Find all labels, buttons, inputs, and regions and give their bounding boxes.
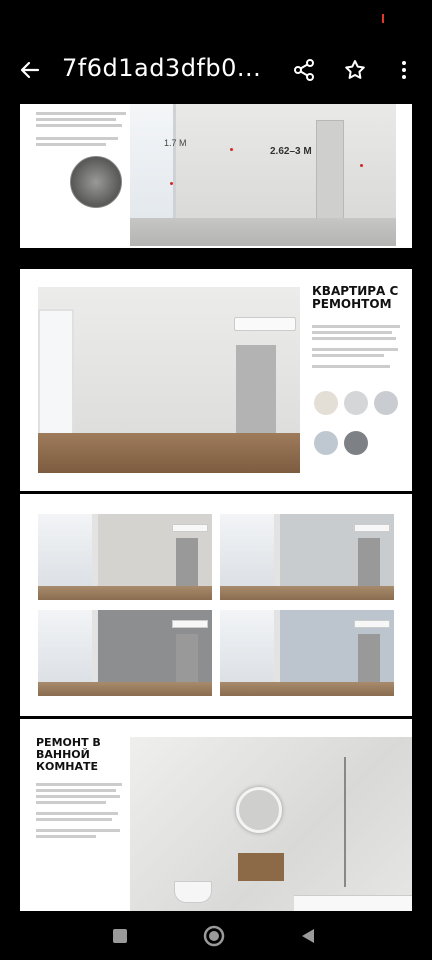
bathroom-photo: [130, 737, 412, 911]
hotspot-marker: [360, 164, 363, 167]
toilet-image: [174, 881, 212, 903]
home-button[interactable]: [202, 924, 226, 948]
air-conditioner-image: [234, 317, 296, 331]
variant-photo: [220, 610, 394, 696]
room-photo: [38, 287, 300, 473]
slide-body-text-image: [312, 325, 404, 368]
triangle-left-icon: [298, 926, 318, 946]
hotspot-marker: [230, 148, 233, 151]
detail-closeup-image: [70, 156, 122, 208]
recents-button[interactable]: [108, 924, 132, 948]
more-vertical-icon: [392, 58, 416, 82]
room-photo: [130, 104, 396, 246]
door-image: [236, 345, 276, 437]
hotspot-marker: [170, 182, 173, 185]
share-icon: [292, 58, 316, 82]
star-outline-icon: [343, 58, 367, 82]
document-viewer[interactable]: [0, 104, 432, 912]
door-image: [316, 120, 344, 220]
circle-icon: [202, 924, 226, 948]
favorite-button[interactable]: [335, 50, 375, 90]
ceiling-height-label: 2.62–3 M: [270, 146, 312, 157]
slide-apartment-renovation: [20, 269, 412, 491]
shower-rail-image: [344, 757, 346, 887]
status-bar: [0, 0, 432, 36]
bathtub-image: [294, 895, 412, 911]
slide-body-text-image: [36, 783, 126, 838]
slide-bathroom-renovation: [20, 719, 412, 911]
color-swatch: [314, 391, 338, 415]
system-back-button[interactable]: [296, 924, 320, 948]
system-navigation-bar: [0, 912, 432, 960]
app-bar: [0, 36, 432, 104]
window-height-label: 1.7 M: [164, 138, 187, 148]
square-icon: [111, 927, 129, 945]
status-indicator: [382, 14, 384, 23]
more-options-button[interactable]: [384, 50, 424, 90]
color-swatch: [374, 391, 398, 415]
color-swatch: [314, 431, 338, 455]
document-title: 7f6d1ad3dfb0...: [62, 54, 262, 82]
share-button[interactable]: [284, 50, 324, 90]
vanity-cabinet-image: [238, 853, 284, 881]
slide-color-variants: [20, 494, 412, 716]
slide-title: КВАРТИРА С РЕМОНТОМ: [312, 284, 399, 312]
variant-photo: [220, 514, 394, 600]
window-image: [38, 309, 74, 437]
color-swatch: [344, 391, 368, 415]
back-button[interactable]: [10, 50, 50, 90]
slide-body-text-image: [36, 112, 136, 146]
floor-image: [130, 218, 396, 246]
color-swatch: [344, 431, 368, 455]
laminate-floor-image: [38, 433, 300, 473]
slide-title: РЕМОНТ В ВАННОЙ КОМНАТЕ: [36, 736, 101, 774]
slide-ceiling-height: [20, 104, 412, 248]
variant-photo: [38, 514, 212, 600]
arrow-left-icon: [18, 58, 42, 82]
variant-photo: [38, 610, 212, 696]
round-mirror-image: [236, 787, 282, 833]
